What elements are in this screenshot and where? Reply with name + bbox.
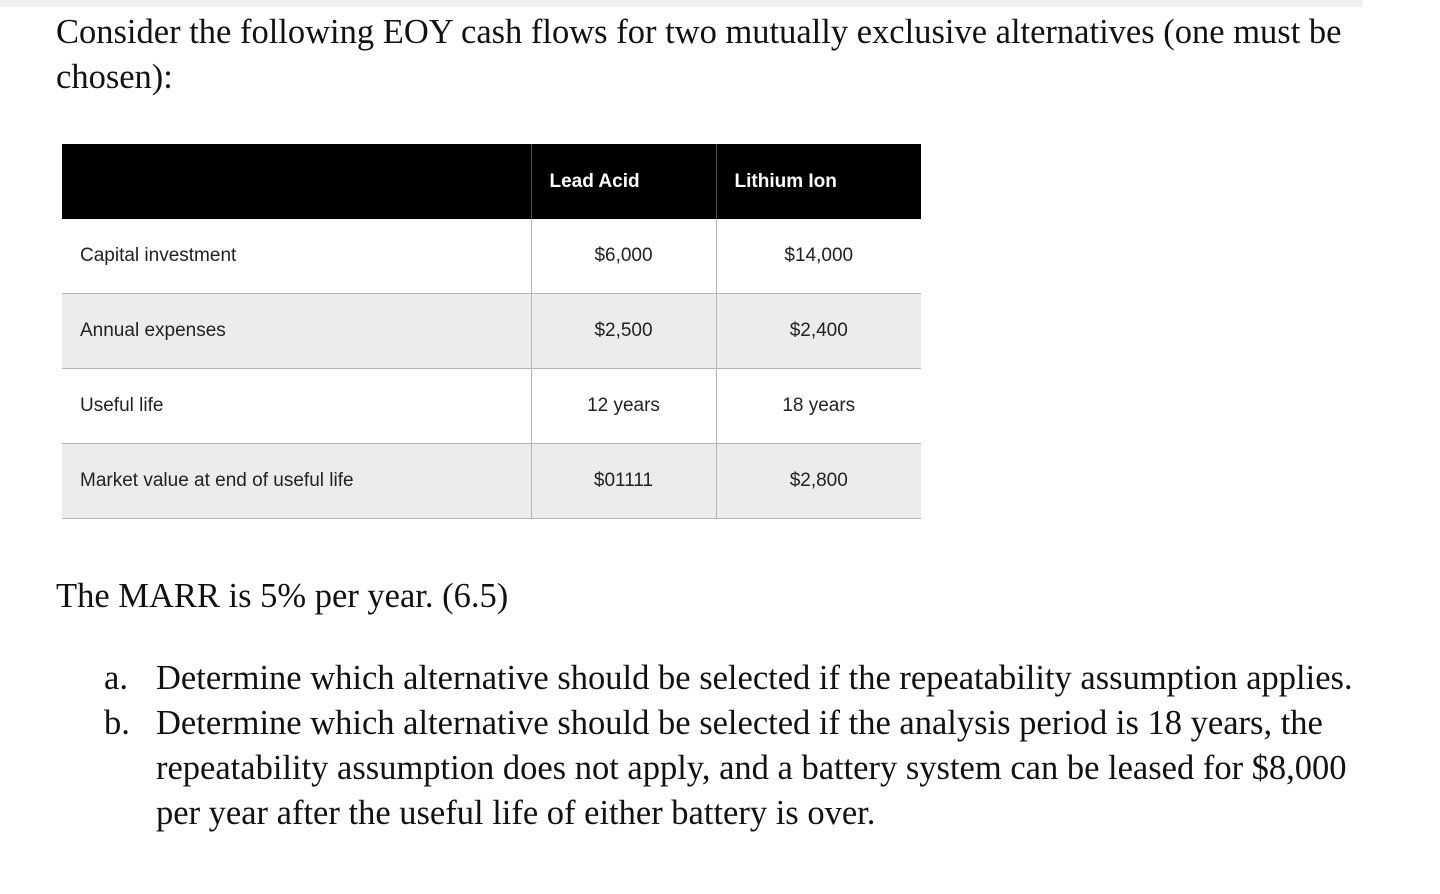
lithium-ion-value: $14,000 — [716, 219, 921, 294]
row-label: Useful life — [62, 369, 531, 444]
list-marker: a. — [104, 659, 128, 697]
lead-acid-value: $6,000 — [531, 219, 716, 294]
table-header-row — [62, 144, 921, 219]
lithium-ion-value: $2,800 — [716, 444, 921, 519]
intro-paragraph: Consider the following EOY cash flows for two mutually exclusive alternatives (one must be chosen): — [56, 13, 1342, 96]
lead-acid-value: $01111 — [531, 444, 716, 519]
marr-statement: The MARR is 5% per year. (6.5) — [56, 577, 509, 615]
row-label: Market value at end of useful life — [62, 444, 531, 519]
cash-flow-table — [62, 144, 921, 519]
table-row — [62, 219, 921, 294]
list-marker: b. — [104, 704, 130, 742]
lead-acid-value: $2,500 — [531, 294, 716, 369]
row-label: Annual expenses — [62, 294, 531, 369]
question-item-b — [104, 701, 1394, 836]
lithium-ion-value: 18 years — [716, 369, 921, 444]
question-text: Determine which alternative should be selected if the analysis period is 18 years, the repeatability assumption does not apply, and a battery system can be leased for $8,000 per year after the useful life of either battery is over. — [156, 704, 1347, 832]
question-item-a — [104, 656, 1394, 701]
table-row — [62, 294, 921, 369]
question-text: Determine which alternative should be selected if the repeatability assumption applies. — [156, 659, 1353, 697]
top-rule — [0, 0, 1363, 7]
question-list — [104, 656, 1394, 836]
table-row — [62, 444, 921, 519]
lead-acid-value: 12 years — [531, 369, 716, 444]
row-label: Capital investment — [62, 219, 531, 294]
header-empty — [62, 144, 531, 219]
header-lead-acid: Lead Acid — [531, 144, 716, 219]
lithium-ion-value: $2,400 — [716, 294, 921, 369]
header-lithium-ion: Lithium Ion — [716, 144, 921, 219]
table-row — [62, 369, 921, 444]
